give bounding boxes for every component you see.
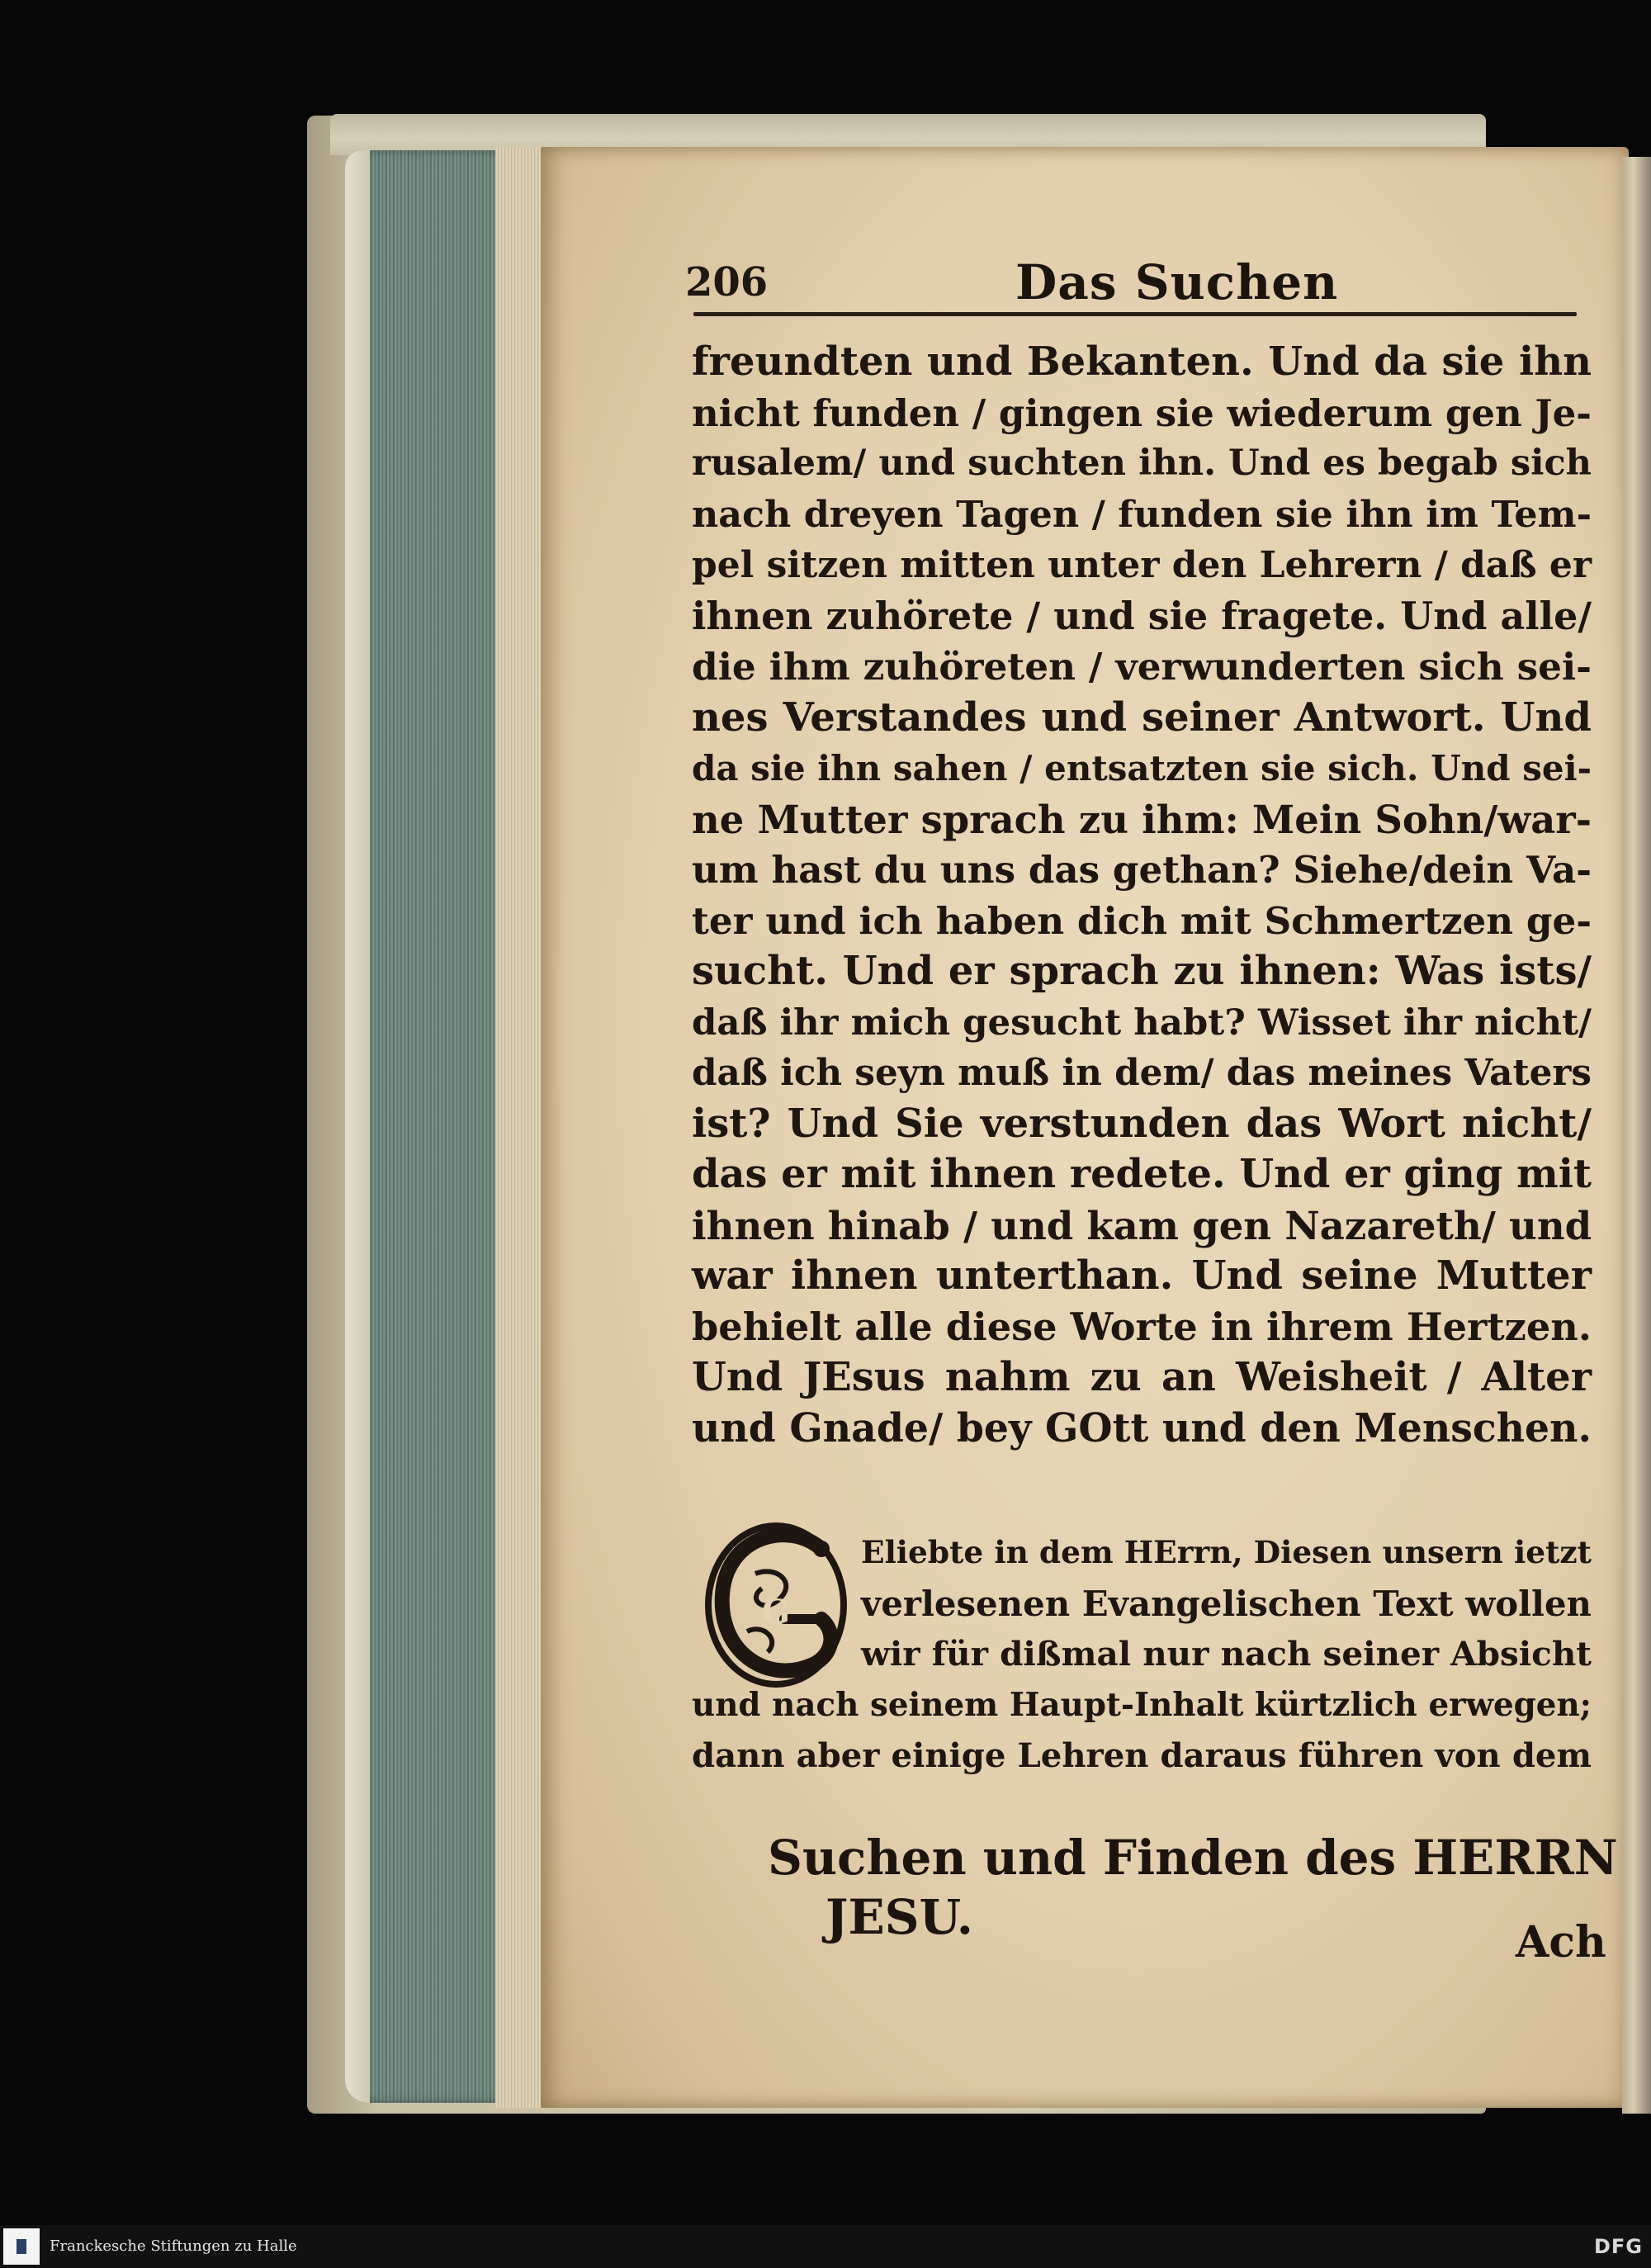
text-line: ihnen hinab / und kam gen Nazareth/ und	[692, 1202, 1592, 1248]
running-head: Das Suchen	[1015, 254, 1339, 310]
text-line: die ihm zuhöreten / verwunderten sich sei-	[692, 644, 1592, 689]
funder-logo: DFG	[1593, 2235, 1643, 2258]
text-line: daß ich seyn muß in dem/ das meines Vaters	[692, 1052, 1592, 1094]
text-line: ist? Und Sie verstunden das Wort nicht/	[692, 1100, 1592, 1147]
sermon-intro	[692, 1527, 1592, 1782]
text-line: da sie ihn sahen / entsatzten sie sich. Und sei-	[692, 748, 1592, 788]
text-line: ter und ich haben dich mit Schmertzen ge-	[692, 898, 1592, 943]
text-line: nes Verstandes und seiner Antwort. Und	[692, 694, 1592, 741]
text-line: Und JEsus nahm zu an Weisheit / Alter	[692, 1354, 1592, 1400]
text-line: und Gnade/ bey GOtt und den Menschen.	[692, 1405, 1592, 1451]
text-line: und nach seinem Haupt-Inhalt kürtzlich erwegen;	[692, 1686, 1592, 1724]
text-line: ihnen zuhörete / und sie fragete. Und alle/	[692, 593, 1592, 638]
institution-name: Franckesche Stiftungen zu Halle	[50, 2237, 297, 2255]
text-line: ne Mutter sprach zu ihm: Mein Sohn/war-	[692, 796, 1592, 842]
text-line: um hast du uns das gethan? Siehe/dein Va-	[692, 848, 1592, 892]
text-line: das er mit ihnen redete. Und er ging mit	[692, 1151, 1592, 1197]
text-line: dann aber einige Lehren daraus führen von dem	[692, 1736, 1592, 1775]
institution-logo-icon	[3, 2228, 40, 2265]
text-line: rusalem/ und suchten ihn. Und es begab sich	[692, 443, 1592, 484]
gospel-text	[692, 337, 1592, 1454]
subject-line: Suchen und Finden des HERRN	[768, 1830, 1618, 1886]
text-line: freundten und Bekanten. Und da sie ihn	[692, 339, 1592, 385]
text-line: nach dreyen Tagen / funden sie ihn im Tem-	[692, 492, 1592, 536]
fore-edge-highlight	[345, 150, 370, 2103]
text-line: behielt alle diese Worte in ihrem Hertzen.	[692, 1304, 1592, 1349]
page-header	[685, 254, 1593, 320]
text-line: daß ihr mich gesucht habt? Wisset ihr nicht/	[692, 1001, 1592, 1044]
text-line: wir für dißmal nur nach seiner Absicht	[861, 1634, 1592, 1674]
text-line: pel sitzen mitten unter den Lehrern / daß er	[692, 544, 1592, 586]
page-stack	[495, 147, 545, 2108]
catchword: Ach	[1516, 1917, 1606, 1967]
page-number: 206	[685, 259, 769, 305]
page-gutter	[1622, 157, 1651, 2114]
text-line: verlesenen Evangelischen Text wollen	[861, 1583, 1592, 1624]
viewer-footer	[0, 2225, 1651, 2268]
text-line: sucht. Und er sprach zu ihnen: Was ists/	[692, 948, 1592, 994]
text-line: war ihnen unterthan. Und seine Mutter	[692, 1252, 1592, 1299]
subject-line: JESU.	[826, 1889, 973, 1945]
text-line: nicht funden / gingen sie wiederum gen Je-	[692, 391, 1592, 435]
text-line: Eliebte in dem HErrn, Diesen unsern ietzt	[861, 1534, 1592, 1570]
header-rule	[693, 312, 1577, 316]
svg-text:G: G	[761, 1593, 791, 1631]
